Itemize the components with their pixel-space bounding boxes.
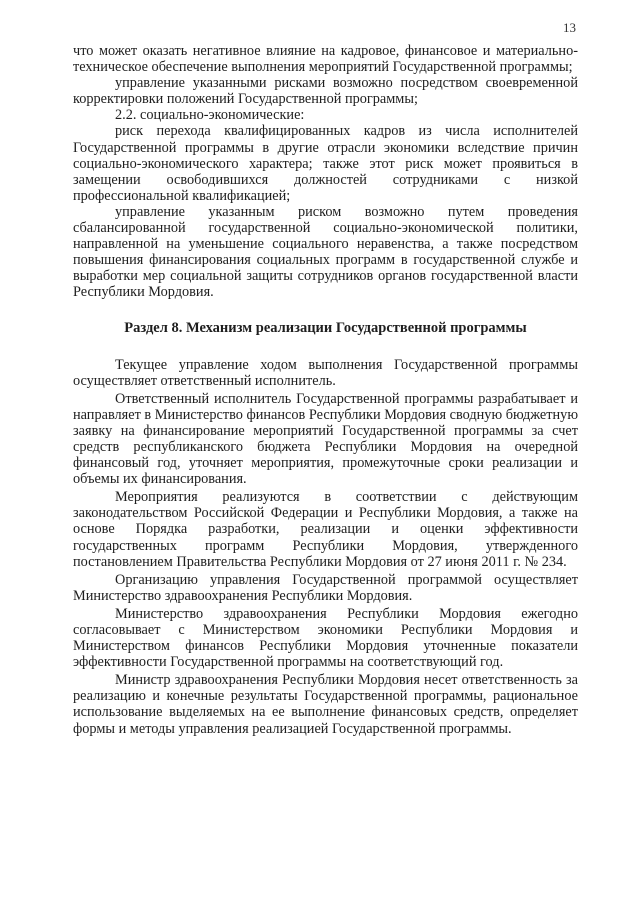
paragraph-staff-transfer-risk: риск перехода квалифицированных кадров из числа исполнителей Государственной программы в другие отрасли экономики вследствие причин социально-экономического характера; также этот риск может проявиться в замещении освободившихся должностей сотрудниками с низкой профессиональной квалификацией; bbox=[73, 123, 578, 204]
paragraph-budget-request: Ответственный исполнитель Государственной программы разрабатывает и направляет в Министерство финансов Республики Мордовия сводную бюджетную заявку на финансирование мероприятий Государственной программы за счет средств республиканского бюджета Республики Мордовия на очередной финансовый год, уточняет мероприятия, промежуточные сроки реализации и объемы их финансирования. bbox=[73, 390, 578, 488]
document-body bbox=[73, 43, 578, 737]
paragraph-socioeconomic-heading: 2.2. социально-экономические: bbox=[115, 107, 305, 124]
paragraph-legal-basis: Мероприятия реализуются в соответствии с действующим законодательством Российской Федерации и Республики Мордовия, а также на основе Порядка разработки, реализации и оценки эффективности государственных программ Республики Мордовия, утвержденного постановлением Правительства Республики Мордовия от 27 июня 2011 г. № 234. bbox=[73, 489, 578, 570]
paragraph-risk-impact: что может оказать негативное влияние на кадровое, финансовое и материально-техническое обеспечение выполнения мероприятий Государственной программы; bbox=[73, 43, 578, 76]
paragraph-risk-management: управление указанными рисками возможно посредством своевременной корректировки положений Государственной программы; bbox=[73, 75, 578, 108]
paragraph-current-management: Текущее управление ходом выполнения Государственной программы осуществляет ответственный исполнитель. bbox=[73, 356, 578, 389]
paragraph-indicator-approval: Министерство здравоохранения Республики Мордовия ежегодно согласовывает с Министерством экономики Республики Мордовия и Министерством финансов Республики Мордовия уточненные показатели эффективности Государственной программы на соответствующий год. bbox=[73, 605, 578, 671]
paragraph-risk-mitigation: управление указанным риском возможно путем проведения сбалансированной государственной социально-экономической политики, направленной на уменьшение социального неравенства, а также посредством повышения финансирования социальных программ в государственной службе и выработки мер социальной защиты сотрудников органов государственной власти Республики Мордовия. bbox=[73, 203, 578, 301]
paragraph-minister-responsibility: Министр здравоохранения Республики Мордовия несет ответственность за реализацию и конечные результаты Государственной программы, рациональное использование выделяемых на ее выполнение финансовых средств, определяет формы и методы управления реализацией Государственной программы. bbox=[73, 672, 578, 737]
page-number: 13 bbox=[563, 20, 576, 35]
section-heading: Раздел 8. Механизм реализации Государственной программы bbox=[124, 319, 527, 336]
paragraph-program-organization: Организацию управления Государственной программой осуществляет Министерство здравоохранения Республики Мордовия. bbox=[73, 571, 578, 604]
